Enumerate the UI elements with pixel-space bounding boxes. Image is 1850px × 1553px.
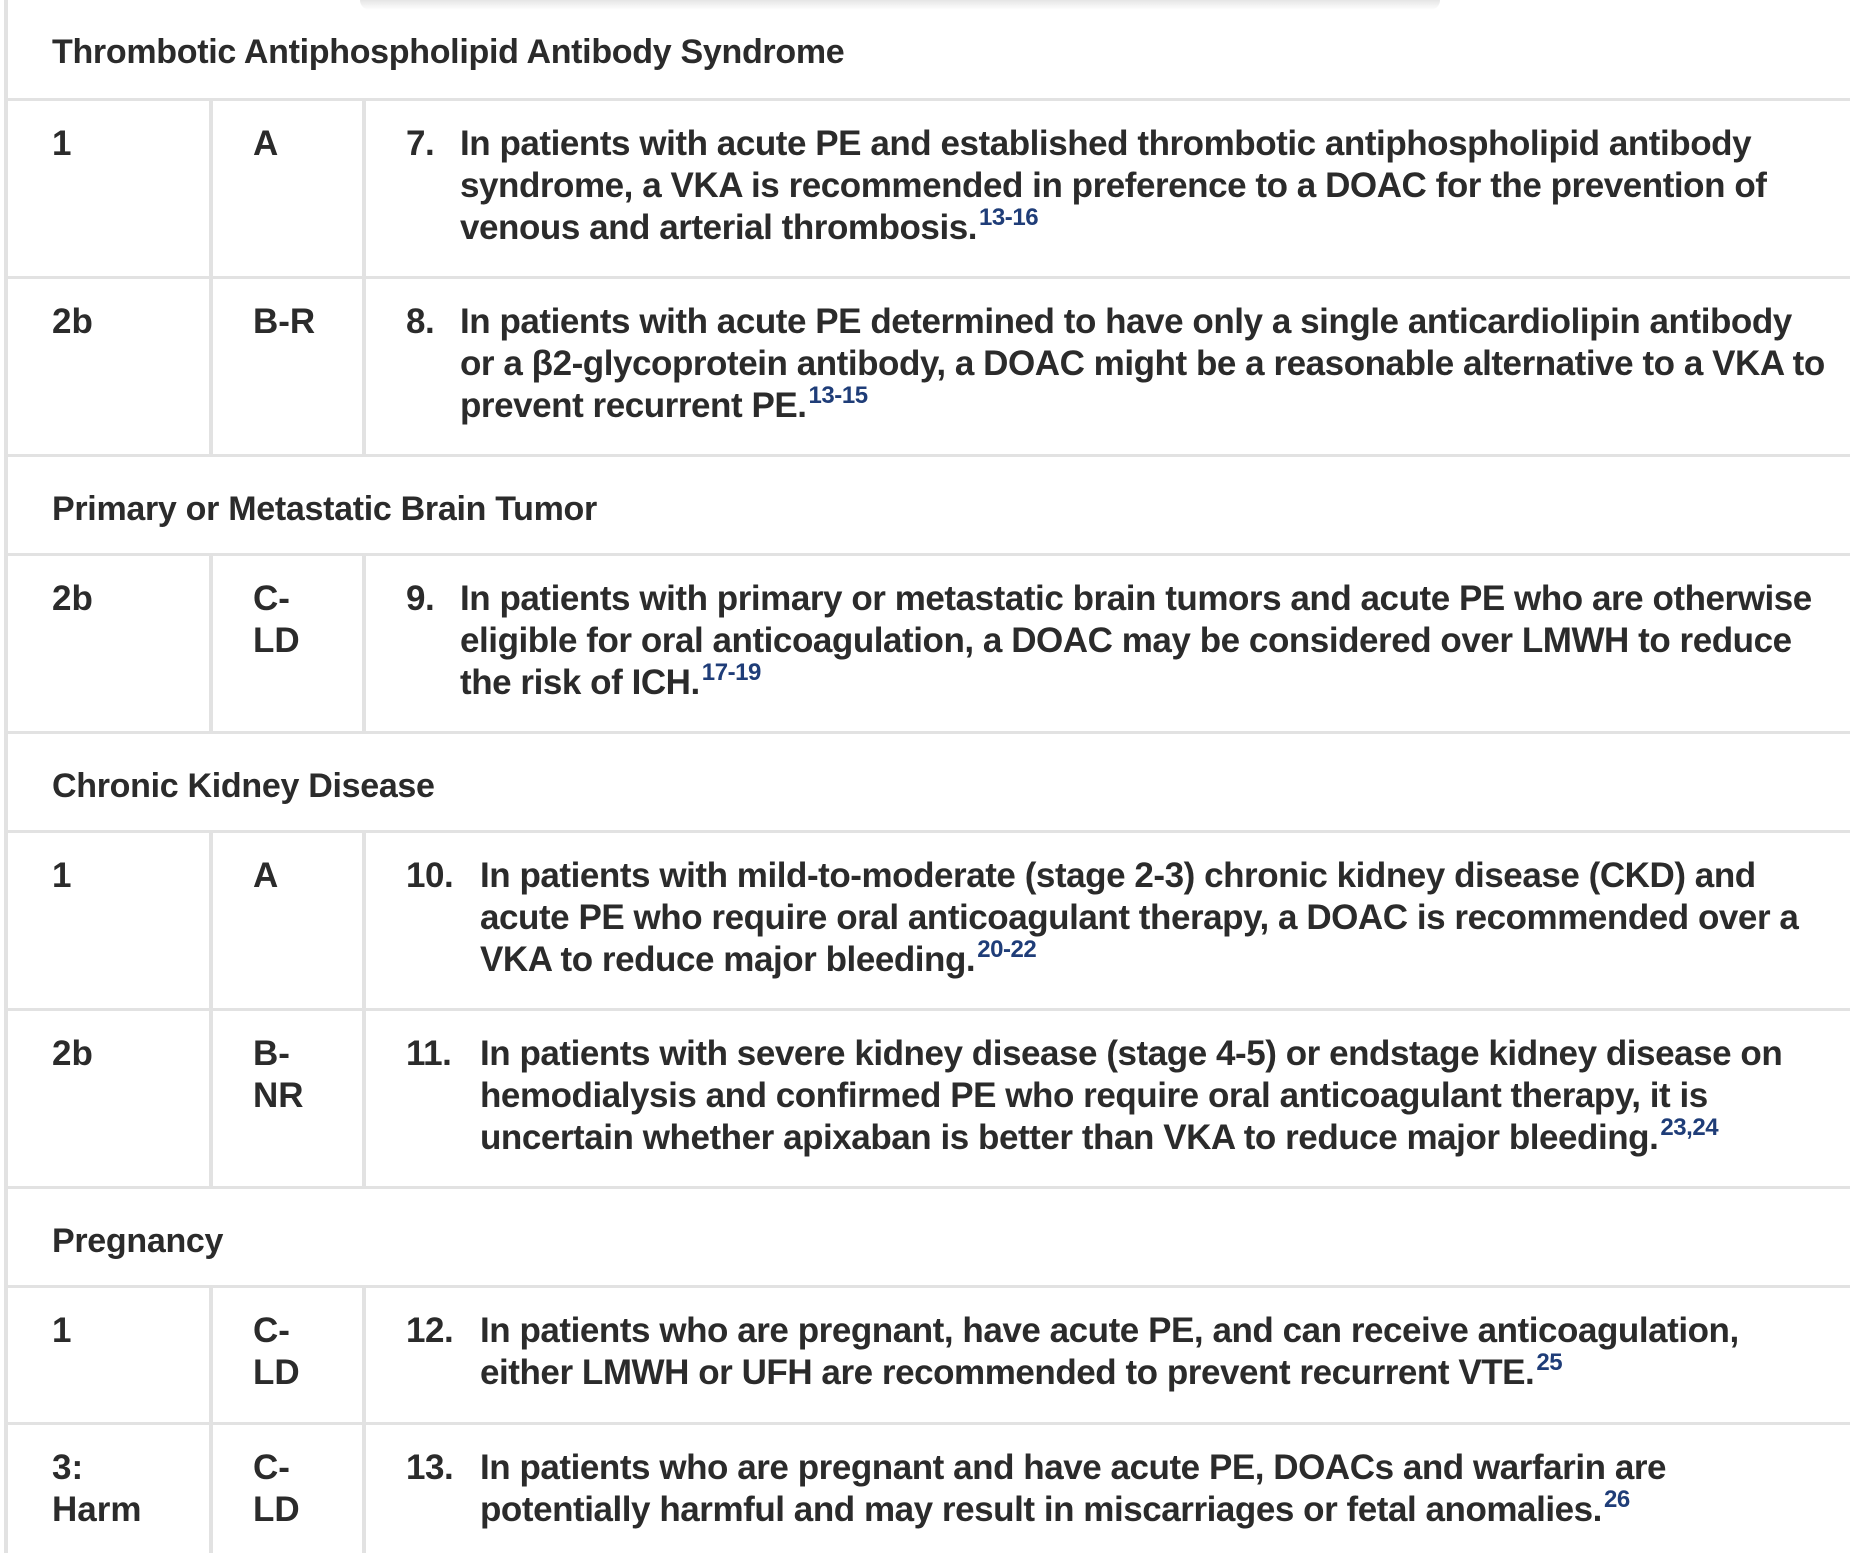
- cor-cell: [6, 1423, 211, 1553]
- recommendation-text: In patients with primary or metastatic brain tumors and acute PE who are otherwise eligible for oral anticoagulation, a DOAC may be considered over LMWH to reduce the risk of ICH.: [460, 578, 1812, 702]
- reference-link[interactable]: 13-15: [808, 381, 868, 409]
- recommendation-text: In patients with mild-to-moderate (stage 2-3) chronic kidney disease (CKD) and acute PE who require oral anticoagulant therapy, a DOAC is recommended over a VKA to reduce major bleeding.: [480, 855, 1799, 979]
- cor-cell: 2b: [6, 554, 211, 732]
- section-title: Chronic Kidney Disease: [6, 732, 1850, 831]
- section-title: Thrombotic Antiphospholipid Antibody Syndrome: [6, 0, 1850, 99]
- reference-link[interactable]: 26: [1603, 1485, 1630, 1513]
- recommendations-table: [4, 0, 1850, 1553]
- recommendation-number: 13.: [406, 1447, 454, 1487]
- section-title: Pregnancy: [6, 1187, 1850, 1286]
- recommendation-cell: [364, 1423, 1850, 1553]
- loe-line: NR: [253, 1075, 304, 1115]
- reference-link[interactable]: 25: [1536, 1348, 1563, 1376]
- recommendation-number: 11.: [406, 1033, 452, 1073]
- cor-cell: 1: [6, 99, 211, 277]
- loe-cell: A: [211, 831, 364, 1009]
- recommendation-cell: [364, 831, 1850, 1009]
- recommendation-cell: [364, 554, 1850, 732]
- recommendation-row: [6, 277, 1850, 455]
- section-header-row: [6, 1187, 1850, 1286]
- recommendation-row: [6, 831, 1850, 1009]
- recommendation-cell: [364, 1286, 1850, 1423]
- cor-line: 3:: [52, 1447, 84, 1487]
- loe-cell: [211, 1009, 364, 1187]
- recommendation-text: In patients who are pregnant and have acute PE, DOACs and warfarin are potentially harmful and may result in miscarriages or fetal anomalies.: [480, 1447, 1667, 1529]
- recommendation-text: In patients with acute PE and established thrombotic antiphospholipid antibody syndrome, a VKA is recommended in preference to a DOAC for the prevention of venous and arterial thrombosis.: [460, 123, 1767, 247]
- loe-line: B-: [253, 1033, 290, 1073]
- recommendation-number: 12.: [406, 1310, 454, 1350]
- loe-line: LD: [253, 620, 300, 660]
- recommendation-row: [6, 554, 1850, 732]
- recommendation-row: [6, 1286, 1850, 1423]
- recommendation-number: 10.: [406, 855, 454, 895]
- section-header-row: [6, 732, 1850, 831]
- recommendation-number: 7.: [406, 123, 435, 163]
- loe-cell: [211, 554, 364, 732]
- loe-line: C-: [253, 578, 290, 618]
- section-header-row: [6, 455, 1850, 554]
- reference-link[interactable]: 23,24: [1660, 1113, 1719, 1141]
- loe-line: LD: [253, 1352, 300, 1392]
- recommendation-row: [6, 99, 1850, 277]
- loe-cell: A: [211, 99, 364, 277]
- loe-cell: [211, 1423, 364, 1553]
- reference-link[interactable]: 17-19: [701, 658, 761, 686]
- cor-line: Harm: [52, 1489, 142, 1529]
- recommendation-text: In patients with severe kidney disease (stage 4-5) or endstage kidney disease on hemodialysis and confirmed PE who require oral anticoagulant therapy, it is uncertain whether apixaban is better than VKA to reduce major bleeding.: [480, 1033, 1783, 1157]
- reference-link[interactable]: 13-16: [979, 203, 1039, 231]
- section-header-row: [6, 0, 1850, 99]
- cor-cell: 1: [6, 1286, 211, 1423]
- loe-cell: [211, 1286, 364, 1423]
- cor-cell: 2b: [6, 277, 211, 455]
- recommendation-number: 8.: [406, 301, 435, 341]
- recommendation-text: In patients with acute PE determined to have only a single anticardiolipin antibody or a β2-glycoprotein antibody, a DOAC might be a reasonable alternative to a VKA to prevent recurrent PE.: [460, 301, 1825, 425]
- reference-link[interactable]: 20-22: [977, 935, 1037, 963]
- recommendation-cell: [364, 1009, 1850, 1187]
- recommendation-number: 9.: [406, 578, 435, 618]
- cor-cell: 1: [6, 831, 211, 1009]
- cor-cell: 2b: [6, 1009, 211, 1187]
- recommendation-cell: [364, 99, 1850, 277]
- recommendation-row: [6, 1009, 1850, 1187]
- loe-line: C-: [253, 1310, 290, 1350]
- loe-cell: B-R: [211, 277, 364, 455]
- loe-line: LD: [253, 1489, 300, 1529]
- recommendation-cell: [364, 277, 1850, 455]
- section-title: Primary or Metastatic Brain Tumor: [6, 455, 1850, 554]
- loe-line: C-: [253, 1447, 290, 1487]
- recommendation-row: [6, 1423, 1850, 1553]
- recommendation-text: In patients who are pregnant, have acute PE, and can receive anticoagulation, either LMWH or UFH are recommended to prevent recurrent VTE.: [480, 1310, 1739, 1392]
